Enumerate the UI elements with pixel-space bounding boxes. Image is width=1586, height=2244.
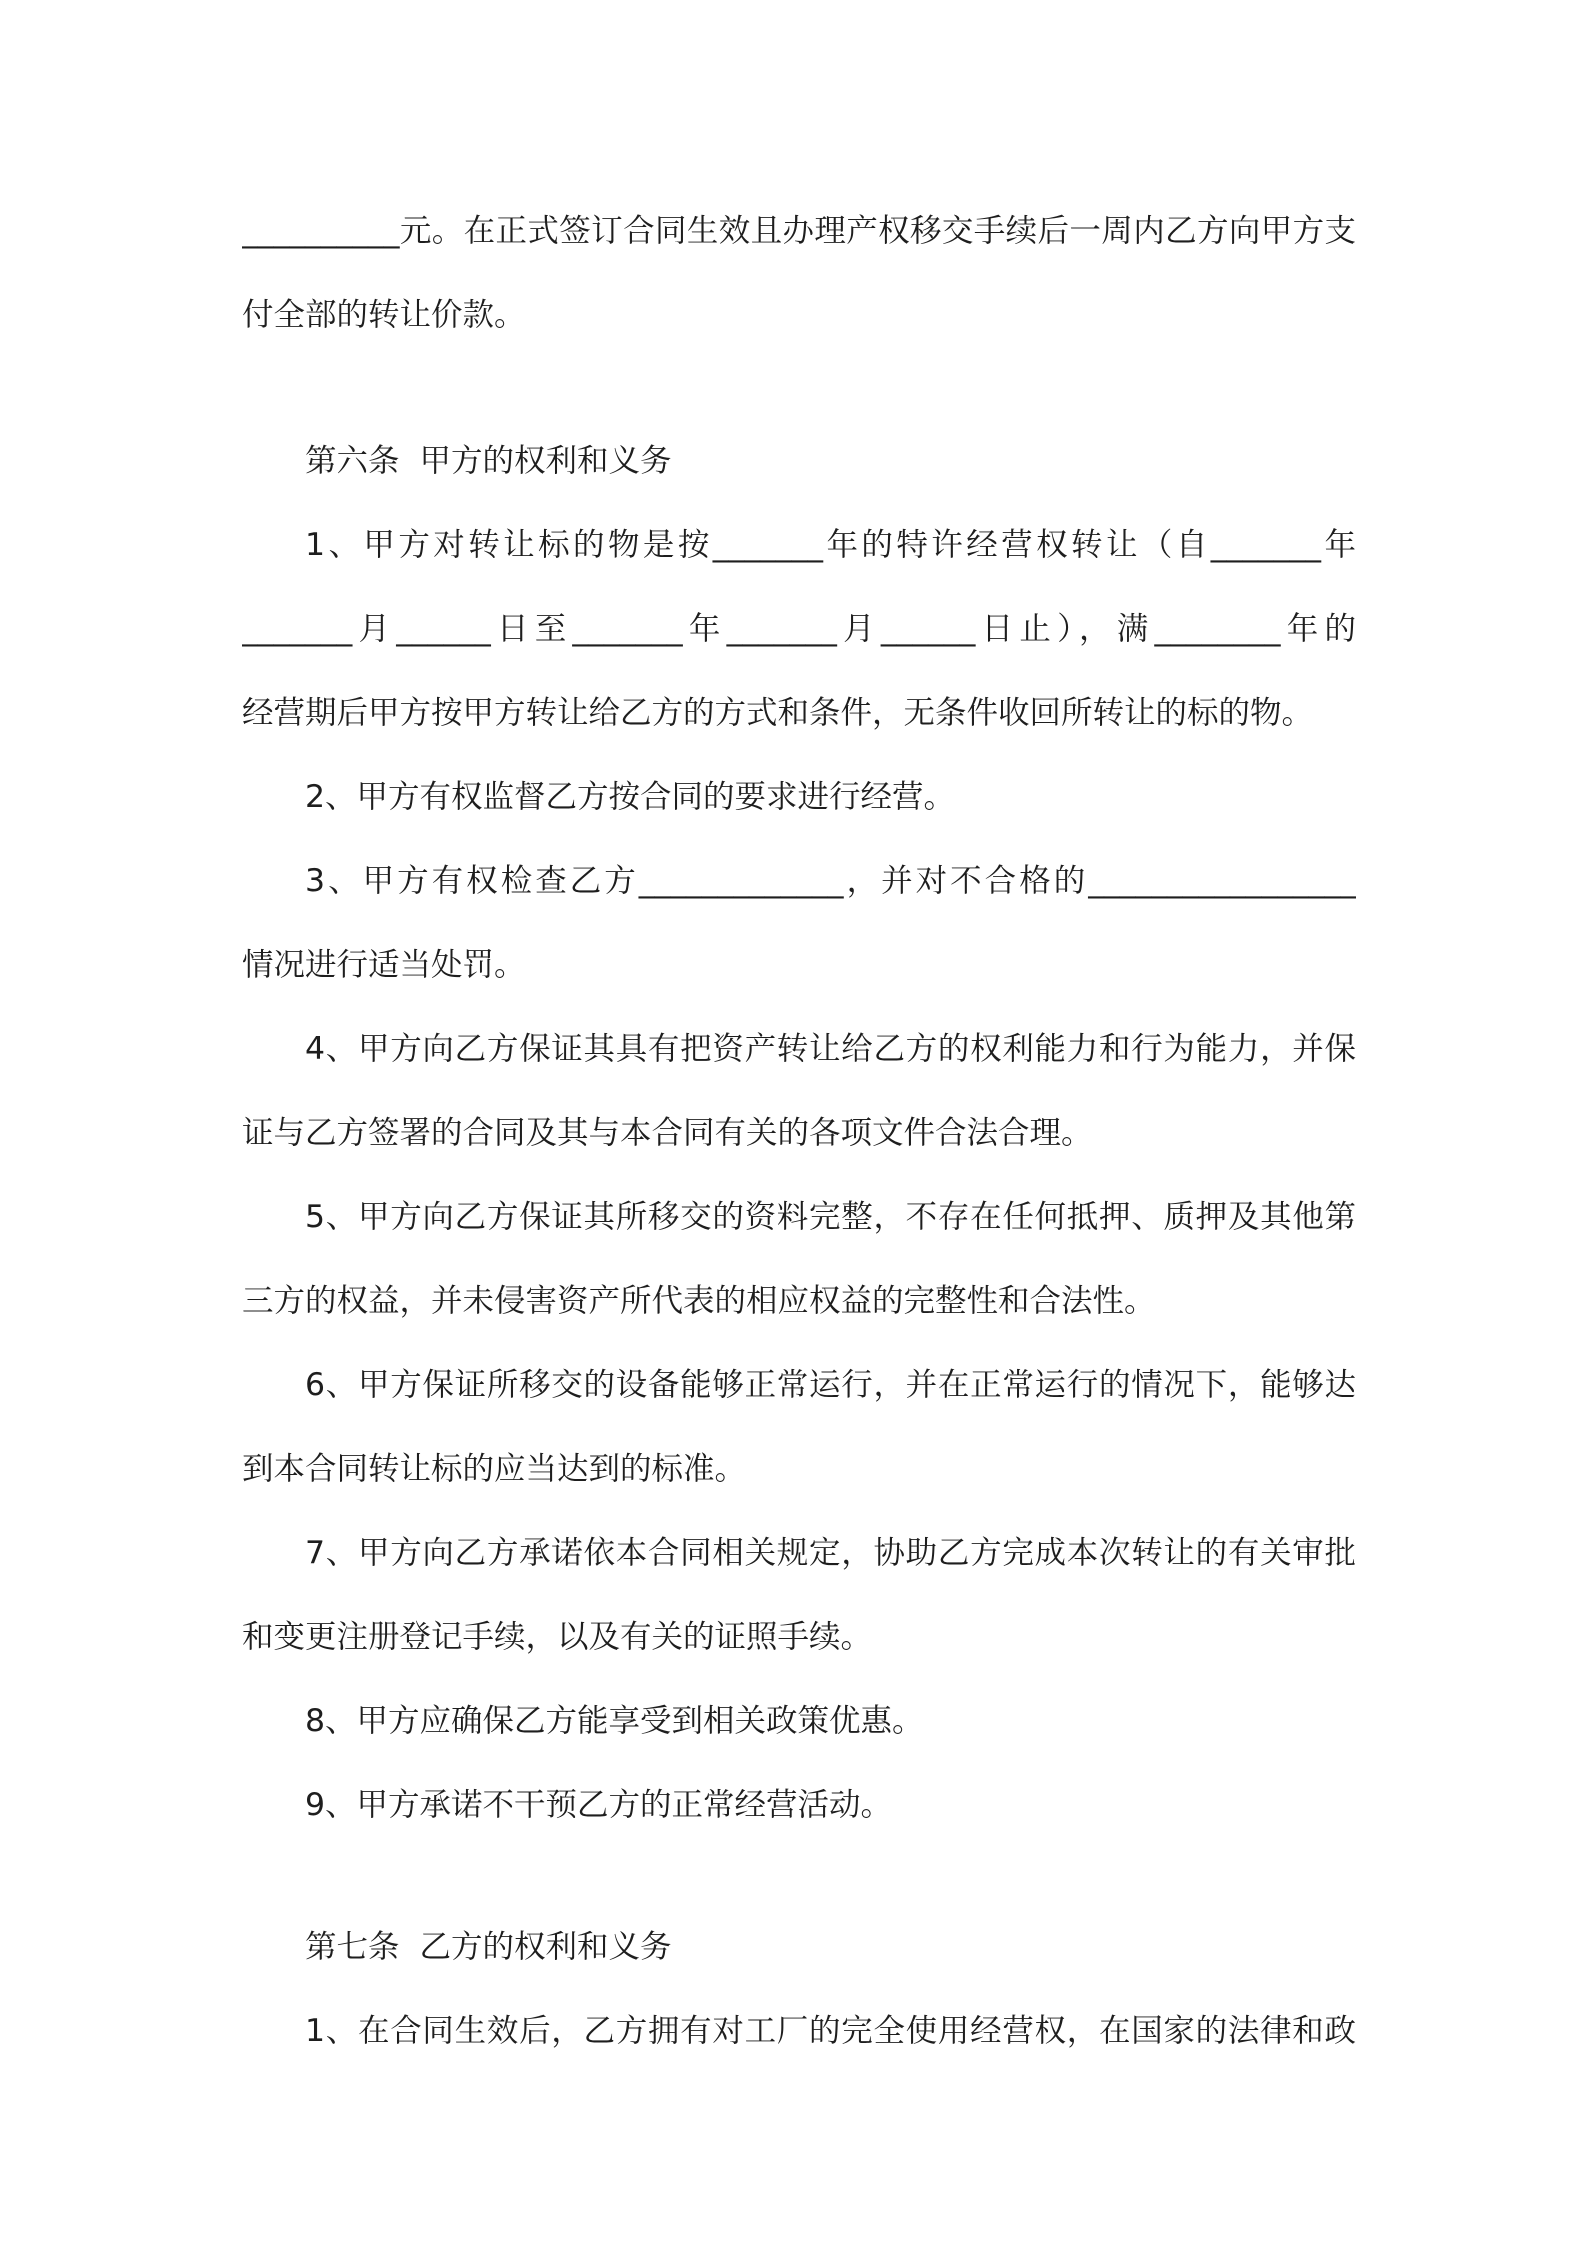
clause-item xyxy=(242,1007,1356,1175)
clause-item xyxy=(242,1511,1356,1679)
text-line: 2、甲方有权监督乙方按合同的要求进行经营。 xyxy=(305,779,956,815)
clause-item xyxy=(242,1679,1356,1763)
section-heading: 第七条 乙方的权利和义务 xyxy=(305,1929,672,1965)
text-line: 付全部的转让价款。 xyxy=(242,297,526,333)
text-line: 7、甲方向乙方承诺依本合同相关规定，协助乙方完成本次转让的有关审批 xyxy=(305,1535,1356,1571)
clause-item xyxy=(242,1175,1356,1343)
text-line: 情况进行适当处罚。 xyxy=(242,947,526,983)
article-7-section xyxy=(242,1905,1356,2073)
text-line: __________元。在正式签订合同生效且办理产权移交手续后一周内乙方向甲方支 xyxy=(242,213,1356,249)
text-line: _______月______日至_______年_______月______日止），满________年的 xyxy=(242,611,1356,647)
text-line: 3、甲方有权检查乙方_____________，并对不合格的_________________ xyxy=(305,863,1356,899)
clause-item xyxy=(242,839,1356,1007)
clause-item xyxy=(242,1763,1356,1847)
text-line: 1、在合同生效后，乙方拥有对工厂的完全使用经营权，在国家的法律和政 xyxy=(305,2013,1356,2049)
clause-item xyxy=(242,1343,1356,1511)
article-6-section xyxy=(242,419,1356,1847)
text-line: 6、甲方保证所移交的设备能够正常运行，并在正常运行的情况下，能够达 xyxy=(305,1367,1356,1403)
text-line: 证与乙方签署的合同及其与本合同有关的各项文件合法合理。 xyxy=(242,1115,1093,1151)
text-line: 和变更注册登记手续，以及有关的证照手续。 xyxy=(242,1619,873,1655)
clause-item xyxy=(242,1989,1356,2073)
text-line: 三方的权益，并未侵害资产所代表的相应权益的完整性和合法性。 xyxy=(242,1283,1156,1319)
clause-item xyxy=(242,503,1356,755)
payment-paragraph xyxy=(242,189,1356,357)
document-content xyxy=(242,189,1356,2073)
text-line: 9、甲方承诺不干预乙方的正常经营活动。 xyxy=(305,1787,893,1823)
text-line: 5、甲方向乙方保证其所移交的资料完整，不存在任何抵押、质押及其他第 xyxy=(305,1199,1356,1235)
text-line: 经营期后甲方按甲方转让给乙方的方式和条件，无条件收回所转让的标的物。 xyxy=(242,695,1314,731)
text-line: 4、甲方向乙方保证其具有把资产转让给乙方的权利能力和行为能力，并保 xyxy=(305,1031,1356,1067)
text-line: 到本合同转让标的应当达到的标准。 xyxy=(242,1451,747,1487)
text-line: 8、甲方应确保乙方能享受到相关政策优惠。 xyxy=(305,1703,924,1739)
section-heading: 第六条 甲方的权利和义务 xyxy=(305,443,672,479)
clause-item xyxy=(242,755,1356,839)
text-line: 1、甲方对转让标的物是按_______年的特许经营权转让（自_______年 xyxy=(305,527,1356,563)
